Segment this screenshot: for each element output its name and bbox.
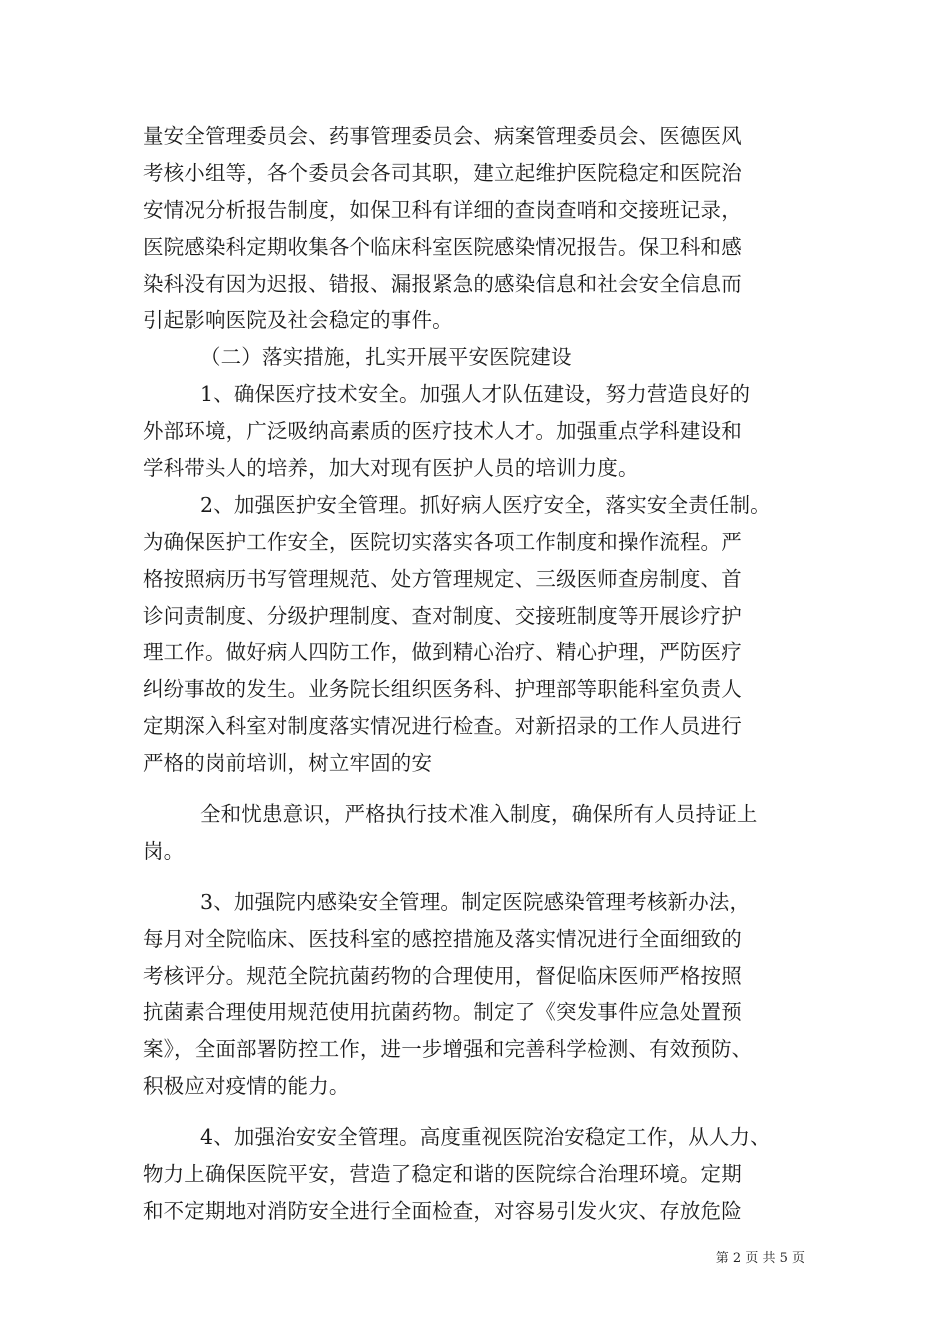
text-line: 医院感染科定期收集各个临床科室医院感染情况报告。保卫科和感 [143,234,742,259]
text-line: 严格的岗前培训，树立牢固的安 [143,751,433,776]
text-line: 格按照病历书写管理规范、处方管理规定、三级医师查房制度、首 [143,566,742,591]
text-line: 案》，全面部署防控工作，进一步增强和完善科学检测、有效预防、 [143,1037,753,1062]
text-line: 量安全管理委员会、药事管理委员会、病案管理委员会、医德医风 [143,124,742,148]
text-line: 1、确保医疗技术安全。加强人才队伍建设，努力营造良好的 [200,382,751,407]
text-line: 岗。 [143,838,185,863]
paragraph-gap [143,782,823,796]
text-line: 3、加强院内感染安全管理。制定医院感染管理考核新办法， [200,889,751,914]
text-line: 诊问责制度、分级护理制度、查对制度、交接班制度等开展诊疗护 [143,603,742,628]
text-line: 学科带头人的培养，加大对现有医护人员的培训力度。 [143,456,639,481]
text-line: 定期深入科室对制度落实情况进行检查。对新招录的工作人员进行 [143,714,742,739]
text-line: 每月对全院临床、医技科室的感控措施及落实情况进行全面细致的 [143,926,742,951]
text-line: 理工作。做好病人四防工作，做到精心治疗、精心护理，严防医疗 [143,640,742,665]
text-line: 2、加强医护安全管理。抓好病人医疗安全，落实安全责任制。 [200,492,771,517]
text-line: 考核评分。规范全院抗菌药物的合理使用，督促临床医师严格按照 [143,963,742,988]
text-line: 物力上确保医院平安，营造了稳定和谐的医院综合治理环境。定期 [143,1162,742,1187]
section-heading: （二）落实措施，扎实开展平安医院建设 [200,345,572,370]
text-line: 和不定期地对消防安全进行全面检查，对容易引发火灾、存放危险 [143,1198,742,1223]
paragraph-gap [143,870,823,884]
text-line: 积极应对疫情的能力。 [143,1074,350,1099]
text-line: 安情况分析报告制度，如保卫科有详细的查岗查哨和交接班记录， [143,197,742,222]
text-line: 外部环境，广泛吸纳高素质的医疗技术人才。加强重点学科建设和 [143,419,742,444]
text-line: 为确保医护工作安全，医院切实落实各项工作制度和操作流程。严 [143,529,742,554]
paragraph-gap [143,1105,823,1119]
text-line: 染科没有因为迟报、错报、漏报紧急的感染信息和社会安全信息而 [143,271,742,296]
page-number: 第 2 页 共 5 页 [715,1251,805,1266]
text-line: 考核小组等，各个委员会各司其职，建立起维护医院稳定和医院治 [143,160,742,185]
text-line: 抗菌素合理使用规范使用抗菌药物。制定了《突发事件应急处置预 [143,1000,742,1025]
text-line: 全和忧患意识，严格执行技术准入制度，确保所有人员持证上 [200,802,758,827]
text-line: 引起影响医院及社会稳定的事件。 [143,308,453,333]
text-line: 纠纷事故的发生。业务院长组织医务科、护理部等职能科室负责人 [143,677,742,702]
text-line: 4、加强治安安全管理。高度重视医院治安稳定工作，从人力、 [200,1125,771,1150]
document-body [143,118,823,1230]
